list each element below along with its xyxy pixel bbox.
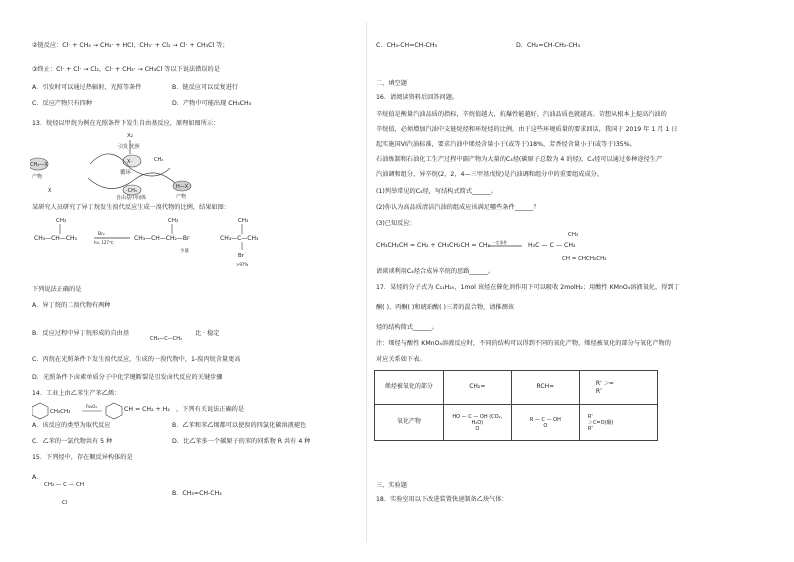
condition-label: hν, 127℃ — [94, 240, 114, 245]
ch3-radical-label: ·CH₃ — [126, 188, 137, 194]
product2-ratio: >97% — [236, 262, 249, 267]
hx-label: H—X — [176, 184, 189, 190]
r2c3-text: R — C — OH — [529, 416, 561, 423]
q13-option-c: C．丙烷在光照条件下发生溴代反应，生成的一溴代物中，1-溴丙烷含量更高 — [32, 356, 241, 363]
r2c2-text: HO — C — OH (CO₂, H₂O) — [452, 413, 503, 426]
q16-para-line-3: 起实施国VI汽油标准，要求汽油中烯烃含量小于(或等于)18%，芳香烃含量小于(或等于)35%。 — [376, 141, 636, 148]
product-2: CH₃—C—CH₃ — [220, 235, 259, 242]
note-line-2: 对应关系如下表。 — [376, 356, 426, 363]
q17-line-1: 17．某烃的分子式为 C₁₁H₂₀，1mol 该烃在催化剂作用下可以吸收 2molH₂；用酸性 KMnO₄溶液氧化，得到丁 — [376, 284, 680, 291]
small-amount-label: 少量 — [180, 249, 189, 254]
benzene-ring-2 — [106, 403, 122, 419]
reaction-left: CH₃CH₂CH = CH₂ + CH₃CH₂CH = CH₂ — [376, 242, 491, 249]
q16-para-line-4: 石油炼制和石油化工生产过程中副产物为大量的C₄烃(碳原子总数为 4 的烃)，C₄烃可以通过多种途径生产 — [376, 156, 663, 163]
bromination-scheme — [30, 214, 270, 284]
q16-part-2: (2)你认为高品质清洁汽油的组成应该满足哪些条件______？ — [376, 204, 540, 211]
option-a: A．引发时可以通过热辐射、光照等条件 — [32, 84, 142, 91]
r2c4-ketone: C=O(酮) — [592, 419, 614, 426]
ch4-label: CH₄ — [154, 157, 164, 163]
option-c: C．反应产物只有四种 — [32, 100, 93, 107]
section-3-heading: 三、实验题 — [376, 482, 407, 489]
research-note: 某研究人员研究了异丁烷发生溴代反应生成一溴代物的比例，结果如图： — [32, 204, 230, 211]
ethyl-group: CH₂CH₃ — [50, 409, 71, 415]
chain-termination: ③终止：Cl· + Cl· → Cl₂，Cl· + CH₃· → CH₃Cl 等以下说法错误的是 — [32, 66, 220, 73]
radical-caption: 自由基中间体 — [116, 195, 147, 200]
q14-option-a: A．该反应的类型为取代反应 — [32, 422, 111, 429]
q14-option-b: B．乙苯和苯乙烯都可以使溴的四氯化碳溶液褪色 — [172, 422, 307, 429]
reaction-right-top: H₃C — C — CH₂ — [528, 242, 576, 249]
q15-option-a-structure: CH₃ — C — CH — [44, 482, 84, 488]
note-line-1: 注：烯烃与酸性 KMnO₄溶液反应时，不同的结构可以得到不同的氧化产物，烯烃被氧化的部分与氧化产物的 — [376, 340, 671, 347]
q13-option-b-prefix: B．反应过程中异丁烷形成的自由基 — [32, 330, 130, 337]
r1c4-rdouble: R″ — [595, 387, 603, 395]
table-r1c2: CH₂= — [443, 371, 511, 405]
option-b: B．链反应可以反复进行 — [172, 84, 239, 91]
table-row1-head: 烯烃被氧化的部分 — [375, 371, 444, 405]
question-15: 15．下列烃中，存在顺反异构体的是 — [32, 454, 133, 461]
r2c2-oxygen: O — [475, 425, 480, 432]
oxidation-table — [374, 370, 658, 441]
q15-option-a-chlorine: Cl — [62, 500, 68, 506]
x2-label: X₂ — [127, 133, 133, 139]
product1-methyl: CH₃ — [168, 218, 179, 224]
reactant-methyl: CH₃ — [56, 218, 67, 224]
q15-option-d: D．CH₂=CH-CH₂-CH₃ — [516, 42, 580, 49]
radical-cycle-diagram — [30, 128, 230, 200]
r2c3-oxygen: O — [543, 422, 548, 429]
x-radical-label: X· — [127, 159, 133, 165]
reaction-right-methyl: CH₃ — [568, 232, 579, 238]
q16-part-3-ask: 请谈谈利用C₄烃合成异辛烷的思路______。 — [376, 268, 495, 275]
q13-option-a: A．异丁烷的二溴代物有两种 — [32, 302, 111, 309]
q15-option-b: B．CH₃=CH-CH₃ — [172, 490, 222, 497]
q16-para-line-5: 汽油调和组分，异辛烷(2，2，4—三甲基戊烷)是汽油调和组分中的重要组成成分。 — [376, 171, 604, 178]
q13-option-b-suffix: 比 · 稳定 — [195, 330, 220, 337]
q15-option-c: C．CH₃-CH=CH-CH₃ — [376, 42, 438, 49]
table-r2c4: R' ＞C=O(酮) R″ — [579, 405, 657, 441]
table-row2-head: 氧化产物 — [375, 405, 444, 441]
product-1: CH₃—CH—CH₂—Br — [134, 235, 190, 242]
product2-methyl: CH₃ — [238, 218, 249, 224]
catalyst-label: Fe₂O₃ — [86, 404, 97, 409]
q16-part-3: (3)已知反应： — [376, 220, 416, 227]
cycle-label: 循环 — [120, 170, 132, 176]
r2c4-rprime: R' — [587, 413, 593, 420]
q17-line-3: 烃的结构简式______。 — [376, 324, 438, 331]
reactant: CH₃—CH—CH₃ — [34, 235, 77, 242]
question-18: 18．实验室用以下改进装置快速制备乙炔气体： — [376, 496, 508, 503]
option-d: D．产物中可能出现 CH₃CH₃ — [172, 100, 252, 107]
product-right-label: 产物 — [176, 194, 187, 200]
table-r1c4: R' ＞═ R″ — [579, 371, 657, 405]
ch3x-label: CH₃—X — [30, 162, 48, 168]
styrene-product: CH = CH₂ + H₂ — [124, 406, 170, 413]
q14-ask: ，下列有关说法正确的是 — [176, 406, 245, 413]
q15-option-a-label: A． — [32, 474, 43, 481]
q14-option-c: C．乙苯的一氯代物共有 5 种 — [32, 438, 113, 445]
reagent-label: Br₂ — [98, 232, 105, 237]
q14-option-d: D．比乙苯多一个碳原子的苯的同系物 R 共有 4 种 — [172, 438, 311, 445]
q16-para-line-2: 辛烷值，必须增加汽油中支链烷烃和环烷烃的比例，由于这些环境质量的要求回话，我国于 2019 年 1 月 1 日 — [376, 126, 678, 133]
table-r2c3 — [511, 405, 579, 441]
r1c4-rprime: R' — [595, 380, 602, 388]
question-13: 13．烷烃以甲烷为例在光照条件下发生自由基反应，原理如图所示： — [32, 120, 220, 127]
question-16: 16．请阅读资料后回答问题。 — [376, 94, 459, 101]
q13-ask: 下列说法正确的是 — [32, 286, 82, 293]
question-14: 14．工业上由乙苯生产苯乙烯： — [32, 390, 121, 397]
reaction-condition: 一定条件 — [492, 240, 508, 245]
q17-line-2: 酮( )、丙酮( )和琥珀酸( )三者的混合物，请推测该 — [376, 304, 514, 311]
reaction-arrow-cond — [488, 240, 524, 250]
product2-bromine: Br — [238, 253, 245, 259]
q13-option-b-structure: CH₃—C—CH₃ — [150, 336, 183, 342]
product-left-label: 产物 — [32, 174, 43, 180]
r2c4-rdouble: R″ — [587, 425, 594, 432]
reaction-right-bottom: CH = CHCH₂CH₃ — [562, 256, 607, 262]
q16-part-1: (1)列举常见的C₄烃，写结构式简式______。 — [376, 188, 497, 195]
initiation-label: 引发 光照 — [118, 144, 140, 150]
benzene-ring-1 — [32, 403, 48, 419]
q16-para-line-1: 辛烷值是衡量汽油品质的指标，辛烷值越大，抗爆性能越好，汽油品质也就越高。苛想从根本上提高汽油的 — [376, 111, 667, 118]
section-2-heading: 二、填空题 — [376, 80, 407, 87]
chain-propagation: ②链反应：Cl· + CH₄ → CH₃· + HCl，CH₃· + Cl₂ → Cl· + CH₃Cl 等； — [32, 42, 229, 49]
column-divider — [366, 22, 367, 542]
table-r1c3: RCH= — [511, 371, 579, 405]
table-r2c2 — [443, 405, 511, 441]
x-bottom-label: X — [48, 188, 52, 194]
q13-option-d: D．光照条件下卤素单质分子中化学键断裂是引发卤代反应的关键步骤 — [32, 374, 223, 381]
